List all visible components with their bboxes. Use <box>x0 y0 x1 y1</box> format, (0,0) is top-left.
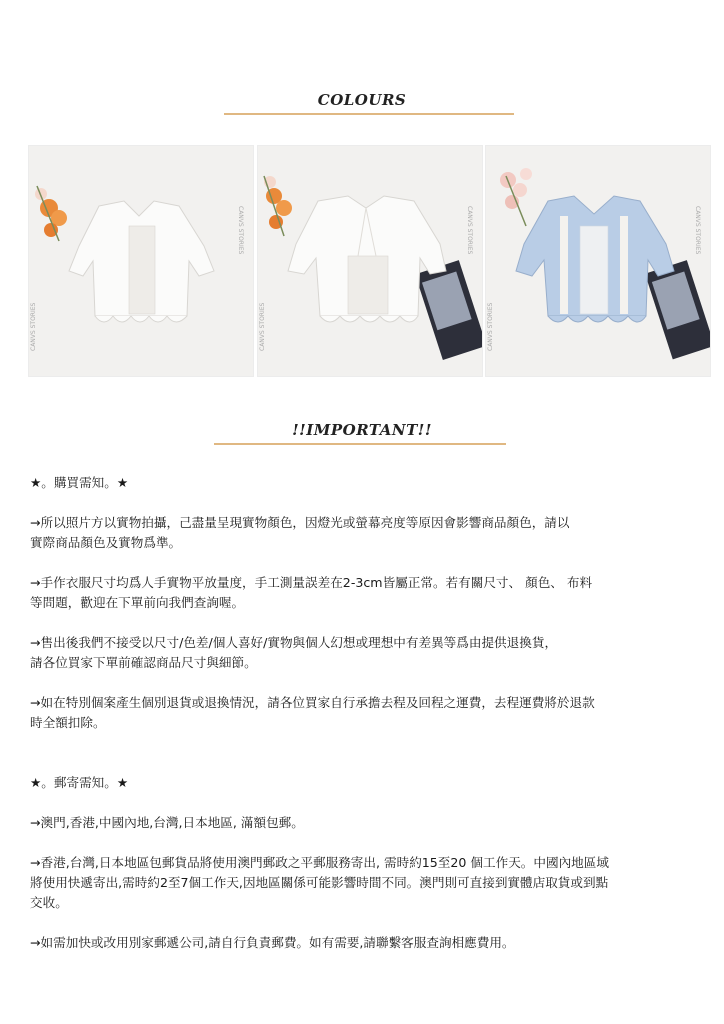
shipping-note-2-line-2: 將使用快遞寄出,需時約2至7個工作天,因地區關係可能影響時間不同。澳門則可直接到實體店取貨或到點 <box>30 875 609 890</box>
purchase-note-3-line-1: →售出後我們不接受以尺寸/色差/個人喜好/實物與個人幻想或理想中有差異等爲由提供退換貨， <box>30 635 558 650</box>
colours-divider <box>224 113 514 115</box>
purchase-title: ★。購買需知。★ <box>30 475 129 490</box>
purchase-note-4-line-2: 時全額扣除。 <box>30 715 106 730</box>
svg-text:CANVS STORIES: CANVS STORIES <box>237 206 244 255</box>
svg-text:CANVS STORIES: CANVS STORIES <box>487 302 494 351</box>
purchase-note-1-line-2: 實際商品顏色及實物爲準。 <box>30 535 182 550</box>
shipping-note-3: →如需加快或改用別家郵遞公司,請自行負責郵費。如有需要,請聯繫客服查詢相應費用。 <box>30 935 515 950</box>
svg-text:CANVS STORIES: CANVS STORIES <box>466 206 473 255</box>
important-divider <box>214 443 506 445</box>
product-photo-white-front[interactable] <box>28 145 254 377</box>
shipping-title: ★。郵寄需知。★ <box>30 775 129 790</box>
shipping-note-2-line-1: →香港,台灣,日本地區包郵貨品將使用澳門郵政之平郵服務寄出, 需時約15至20 個工作天。中國內地區域 <box>30 855 609 870</box>
purchase-note-2-line-2: 等問題，歡迎在下單前向我們查詢喔。 <box>30 595 245 610</box>
product-photo-blue-front[interactable] <box>485 145 711 377</box>
purchase-note-2-line-1: →手作衣服尺寸均爲人手實物平放量度，手工測量誤差在2-3cm皆屬正常。若有關尺寸、 顏色、 布料 <box>30 575 593 590</box>
svg-text:CANVS STORIES: CANVS STORIES <box>259 302 266 351</box>
svg-text:CANVS STORIES: CANVS STORIES <box>694 206 701 255</box>
shipping-note-1: →澳門,香港,中國內地,台灣,日本地區, 滿額包郵。 <box>30 815 304 830</box>
purchase-note-4-line-1: →如在特別個案產生個別退貨或退換情況，請各位買家自行承擔去程及回程之運費，去程運費將於退款 <box>30 695 595 710</box>
purchase-note-1-line-1: →所以照片方以實物拍攝，己盡量呈現實物顏色，因燈光或螢幕亮度等原因會影響商品顏色，請以 <box>30 515 570 530</box>
purchase-note-3-line-2: 請各位買家下單前確認商品尺寸與細節。 <box>30 655 257 670</box>
important-heading: !!IMPORTANT!! <box>292 421 432 439</box>
svg-text:CANVS STORIES: CANVS STORIES <box>30 302 37 351</box>
colours-heading: COLOURS <box>317 91 407 109</box>
product-photo-white-back[interactable] <box>257 145 483 377</box>
shipping-note-2-line-3: 交收。 <box>30 895 68 910</box>
